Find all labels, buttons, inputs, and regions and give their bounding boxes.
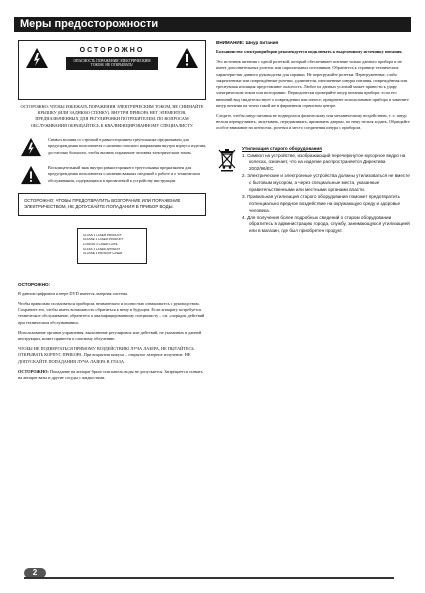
laser-beam-warning: ЧТОБЫ НЕ ПОДВЕРГАТЬСЯ ПРЯМОМУ ВОЗДЕЙСТВИЮ ЛУЧА ЛАЗЕРА, НЕ ПЫТАЙТЕСЬ ОТКРЫВАТЬ КОРПУС ПРИБОРА. При вскрытии кожуха – открытое лазерное излучение. НЕ ДОПУСКАЙТЕ ПОПАДАНИЯ ЛУЧА ЛАЗЕРА В ГЛАЗА. — [18, 346, 194, 364]
exclamation-triangle-icon — [20, 165, 42, 185]
caution-heading-2: ОСТОРОЖНО: — [18, 281, 51, 287]
exclamation-symbol-row — [18, 165, 206, 185]
water-splash-lead: ОСТОРОЖНО: — [18, 368, 49, 374]
laser-system-text: В данном цифровом плеере DVD имеется лазерная система. — [18, 290, 129, 296]
caution-text: ОСТОРОЖНО: ЧТОБЫ ИЗБЕЖАТЬ ПОРАЖЕНИЯ ЭЛЕКТРИЧЕСКИМ ТОКОМ, НЕ СНИМАЙТЕ КРЫШКУ (ИЛИ ЗАДНЮЮ СТЕНКУ). ВНУТРИ ПРИБОРА НЕТ ЭЛЕМЕНТОВ, ПРЕДНАЗНАЧЕННЫХ ДЛЯ РЕГУЛИРОВКИ ПОТРЕБИТЕЛЕМ. ПО ВОПРОСАМ ОБСЛУЖИВАНИЯ ОБРАЩАЙТЕСЬ К КВАЛИФИЦИРОВАННОМУ СПЕЦИАЛИСТУ. — [20, 104, 204, 128]
caution-heading: ОСТОРОЖНО — [79, 47, 145, 54]
lightning-symbol-row — [18, 137, 206, 157]
crossed-bin-icon — [216, 146, 238, 172]
power-cord-text-1: Это источник питания с одной розеткой, который обеспечивает питание только данного прибора и не имеет дополнительных розеток или параллельных источников. Обратитесь к странице технических характеристик данного руководства для справки. Не перегружайте розетки. Перегруженные, слабо закрепленные или повреждённые розетки, удлинители, изношенные шнуры питания, повреждённая или треснувшая изоляция представляют опасность. Любое из данных условий может привести к удару электрическим током или возгоранию. Периодически проверяйте шнур питания прибора: если его внешний вид свидетельствует о повреждении или износе, прекратите использование прибора и замените шнур питания на точно такой же в фирменном сервисном центре. — [216, 59, 409, 108]
laser-label-line: LUOKAN 1 LASER LAITE — [83, 241, 118, 246]
footer-rule — [24, 577, 394, 579]
weee-item: 2. Электрические и электронные устройства должны утилизоваться не вместе с бытовым мусором, а через специальные места, указанные правительственными или местными органами власти. — [242, 173, 410, 192]
laser-label-line: KLASS 1 LASER APPARAT — [83, 246, 121, 251]
weee-section — [216, 146, 410, 236]
exclamation-symbol-text: Восклицательный знак внутри равностороннего треугольника предназначен для предупреждения пользователя о наличии важных сведений о работе и о техническом обслуживании, содержащихся в прилагаемой к устройству инструкции. — [48, 164, 200, 183]
caution-box — [18, 40, 206, 100]
laser-label-line: CLASSE 1 PRODUIT LASER — [83, 251, 123, 256]
weee-item: 1. Символ на устройстве, изображающий перечеркнутое мусорное ведро на колесах, означает, что на изделие распространяется Директива 2002/96/EC. — [242, 152, 406, 172]
caution-inner-label: ОПАСНОСТЬ ПОРАЖЕНИЯ ЭЛЕКТРИЧЕСКИМ ТОКОМ. НЕ ОТКРЫВАТЬ! — [66, 57, 158, 70]
lightning-symbol-text: Символ молнии со стрелкой в равностороннем треугольнике предназначен для предупреждения пользователя о наличии опасного напряжения внутри корпуса изделия, достаточно большого, чтобы вызвать поражение человека электрическим током. — [48, 136, 207, 155]
section-title-bar — [14, 17, 411, 32]
weee-title: Утилизация старого оборудования — [242, 145, 322, 151]
weee-list — [242, 153, 410, 236]
laser-label-line: KLASSE 1 LASER PRODUKT — [83, 237, 124, 242]
laser-label-line: CLASS 1 LASER PRODUCT — [83, 232, 122, 237]
left-column — [18, 40, 206, 381]
manual-text: Чтобы правильно пользоваться прибором, внимательно и полностью ознакомьтесь с руководством. Сохраните его, чтобы иметь возможность обратиться к нему в будущем. Если аппарату потребуется техническое обслуживание, обратитесь к квалифицированному специалисту – см. «порядок действий при техническом обслуживании» — [18, 300, 205, 325]
water-splash-warning — [18, 369, 206, 381]
water-splash-text: Попадание на аппарат брызг или капель воды не допускается. Запрещается ставить на аппарат вазы и другие сосуды с жидкостями. — [18, 368, 203, 381]
lightning-warning-icon — [25, 47, 49, 69]
water-warning-box: ОСТОРОЖНО: ЧТОБЫ ПРЕДОТВРАТИТЬ ВОЗГОРАНИЕ ИЛИ ПОРАЖЕНИЕ ЭЛЕКТРИЧЕСТВОМ, НЕ ДОПУСКАЙТЕ ПОПАДАНИЯ В ПРИБОР ВОДЫ. — [18, 193, 206, 216]
power-cord-heading: ВНИМАНИЕ: Шнур питания — [216, 40, 279, 45]
lightning-triangle-icon — [20, 137, 42, 157]
right-column — [216, 40, 410, 235]
controls-text: Использование органов управления, выполнение регулировок или действий, не указанных в данной инструкции, может привести к опасному облучению. — [18, 329, 202, 341]
power-cord-lead: Большинство электроприборов рекомендуется подключать к выделенному источнику питания. — [216, 49, 403, 54]
exclamation-warning-icon — [175, 47, 199, 69]
weee-item: 4. Для получения более подробных сведений о старом оборудовании обратитесь в администрацию города, службу, занимающуюся утилизацией или в магазин, где был приобретен продукт. — [242, 214, 410, 234]
power-cord-text-2: Следите, чтобы шнур питания не подвергался физическому или механическому воздействию, т. е. шнур нельзя перекручивать, запутывать, передавливать, прижимать дверью, по нему нельзя ходить. Обращайте особое внимание на штепсели, розетки и место соединения шнура с прибором. — [216, 112, 410, 131]
page-title: Меры предосторожности — [20, 18, 159, 30]
page-number: 2 — [32, 568, 38, 577]
weee-item: 3. Правильная утилизация старого оборудования поможет предотвратить потенциально вредное воздействие на окружающую среду и здоровье человека. — [242, 193, 401, 213]
laser-class-label — [77, 228, 147, 264]
